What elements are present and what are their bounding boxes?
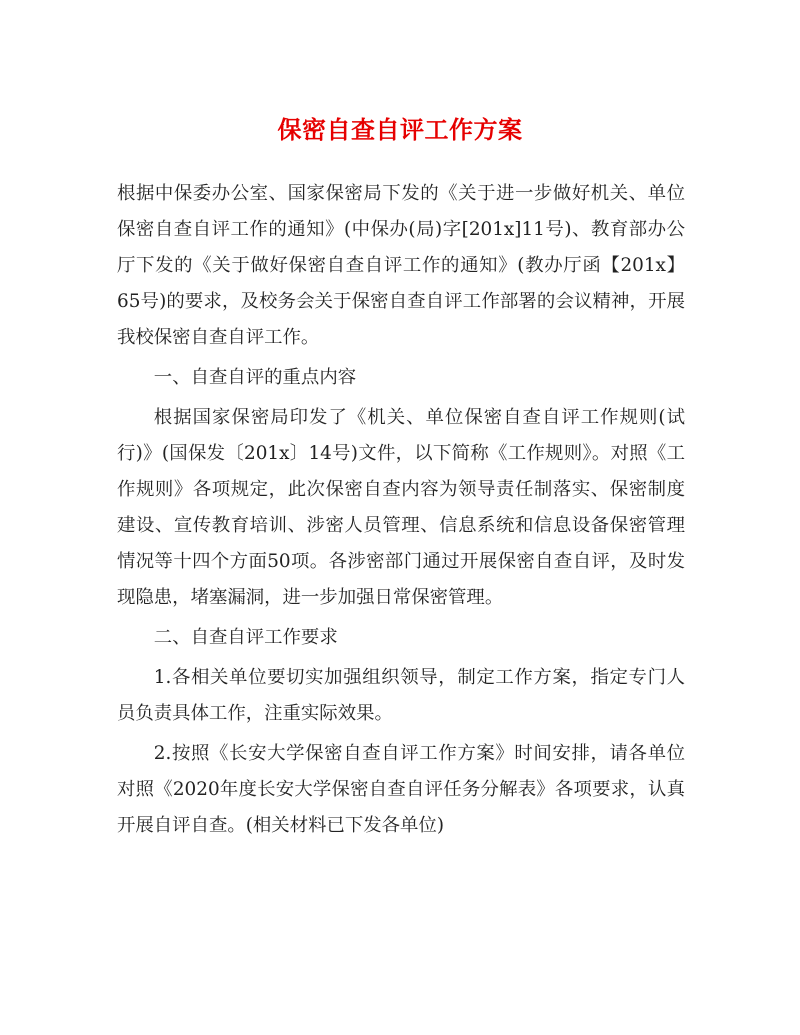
document-body — [117, 176, 685, 848]
intro-paragraph: 根据中保委办公室、国家保密局下发的《关于进一步做好机关、单位保密自查自评工作的通知》(中保办(局)字[201x]11号)、教育部办公厅下发的《关于做好保密自查自评工作的通知》(教办厅函【201x】65号)的要求，及校务会关于保密自查自评工作部署的会议精神，开展我校保密自查自评工作。 — [117, 183, 685, 348]
section-heading-1: 一、自查自评的重点内容 — [153, 367, 357, 388]
requirement-item-1: 1.各相关单位要切实加强组织领导，制定工作方案，指定专门人员负责具体工作，注重实际效果。 — [117, 667, 685, 724]
document-title: 保密自查自评工作方案 — [277, 115, 523, 144]
section-heading-2: 二、自查自评工作要求 — [153, 627, 338, 648]
requirement-item-2: 2.按照《长安大学保密自查自评工作方案》时间安排，请各单位对照《2020年度长安大学保密自查自评任务分解表》各项要求，认真开展自评自查。(相关材料已下发各单位) — [117, 743, 685, 836]
section-1-paragraph: 根据国家保密局印发了《机关、单位保密自查自评工作规则(试行)》(国保发〔201x〕14号)文件，以下简称《工作规则》。对照《工作规则》各项规定，此次保密自查内容为领导责任制落实、保密制度建设、宣传教育培训、涉密人员管理、信息系统和信息设备保密管理情况等十四个方面50项。各涉密部门通过开展保密自查自评，及时发现隐患，堵塞漏洞，进一步加强日常保密管理。 — [117, 407, 685, 608]
